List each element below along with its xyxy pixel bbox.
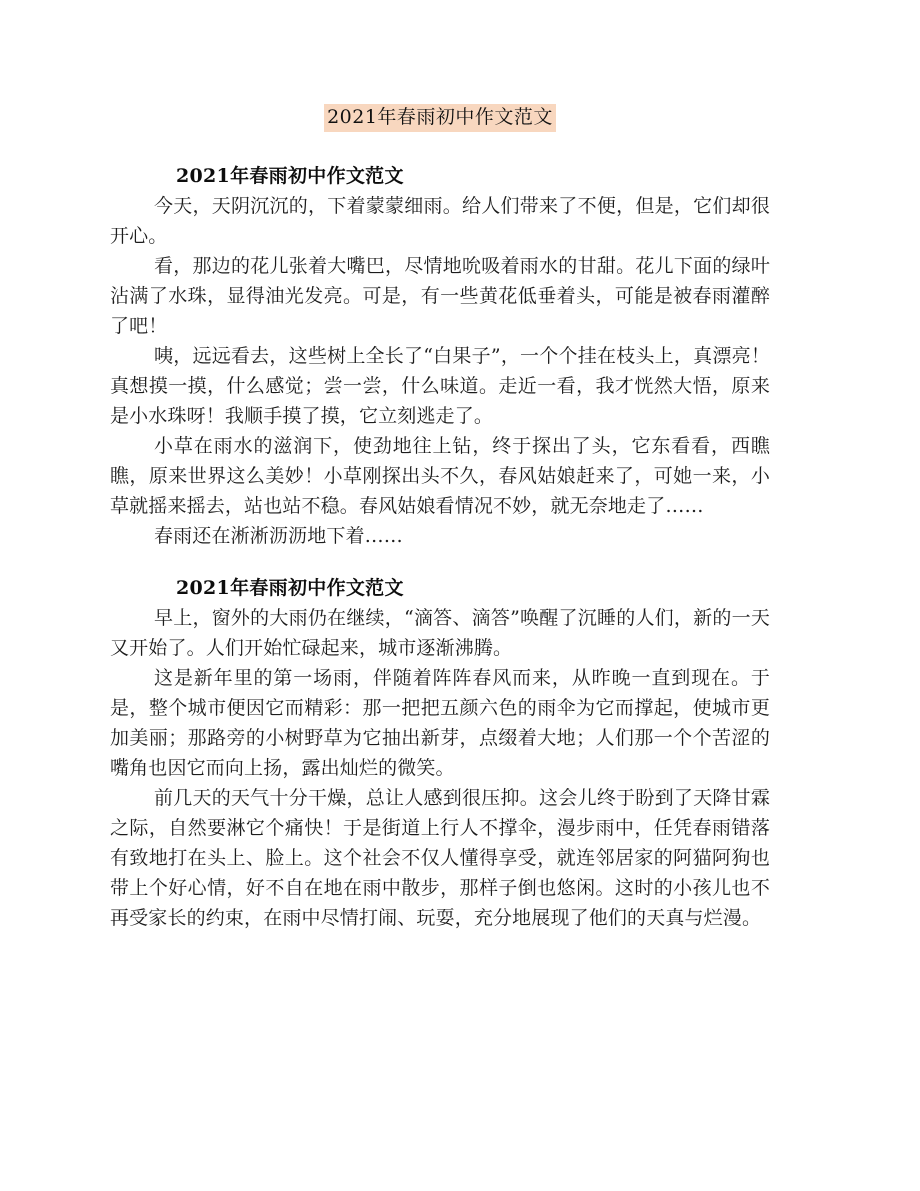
section-2-paragraph-1: 早上，窗外的大雨仍在继续，“滴答、滴答”唤醒了沉睡的人们，新的一天又开始了。人们开始忙碌起来，城市逐渐沸腾。 [110,607,770,659]
section-2-paragraph-3: 前几天的天气十分干燥，总让人感到很压抑。这会儿终于盼到了天降甘霖之际，自然要淋它个痛快！于是街道上行人不撑伞，漫步雨中，任凭春雨错落有致地打在头上、脸上。这个社会不仅人懂得享受，就连邻居家的阿猫阿狗也带上个好心情，好不自在地在雨中散步，那样子倒也悠闲。这时的小孩儿也不再受家长的约束，在雨中尽情打闹、玩耍，充分地展现了他们的天真与烂漫。 [110,787,770,929]
section-heading-1: 2021年春雨初中作文范文 [176,165,404,187]
section-1-paragraph-4: 小草在雨水的滋润下，使劲地往上钻，终于探出了头，它东看看，西瞧瞧，原来世界这么美妙！小草刚探出头不久，春风姑娘赶来了，可她一来，小草就摇来摇去，站也站不稳。春风姑娘看情况不妙，就无奈地走了…… [110,435,770,517]
document-content [110,0,770,933]
document-title-container [110,104,770,132]
section-1-paragraph-3: 咦，远远看去，这些树上全长了“白果子”，一个个挂在枝头上，真漂亮！真想摸一摸，什么感觉；尝一尝，什么味道。走近一看，我才恍然大悟，原来是小水珠呀！我顺手摸了摸，它立刻逃走了。 [110,345,770,427]
page-title: 2021年春雨初中作文范文 [324,104,556,132]
section-1-paragraph-2: 看，那边的花儿张着大嘴巴，尽情地吮吸着雨水的甘甜。花儿下面的绿叶沾满了水珠，显得油光发亮。可是，有一些黄花低垂着头，可能是被春雨灌醉了吧！ [110,255,770,337]
section-1-paragraph-1: 今天，天阴沉沉的，下着蒙蒙细雨。给人们带来了不便，但是，它们却很开心。 [110,195,770,247]
section-1-paragraph-5: 春雨还在淅淅沥沥地下着…… [154,525,403,547]
section-2-paragraph-2: 这是新年里的第一场雨，伴随着阵阵春风而来，从昨晚一直到现在。于是，整个城市便因它而精彩：那一把把五颜六色的雨伞为它而撑起，使城市更加美丽；那路旁的小树野草为它抽出新芽，点缀着大地；人们那一个个苦涩的嘴角也因它而向上扬，露出灿烂的微笑。 [110,667,770,779]
section-heading-2: 2021年春雨初中作文范文 [176,577,404,599]
